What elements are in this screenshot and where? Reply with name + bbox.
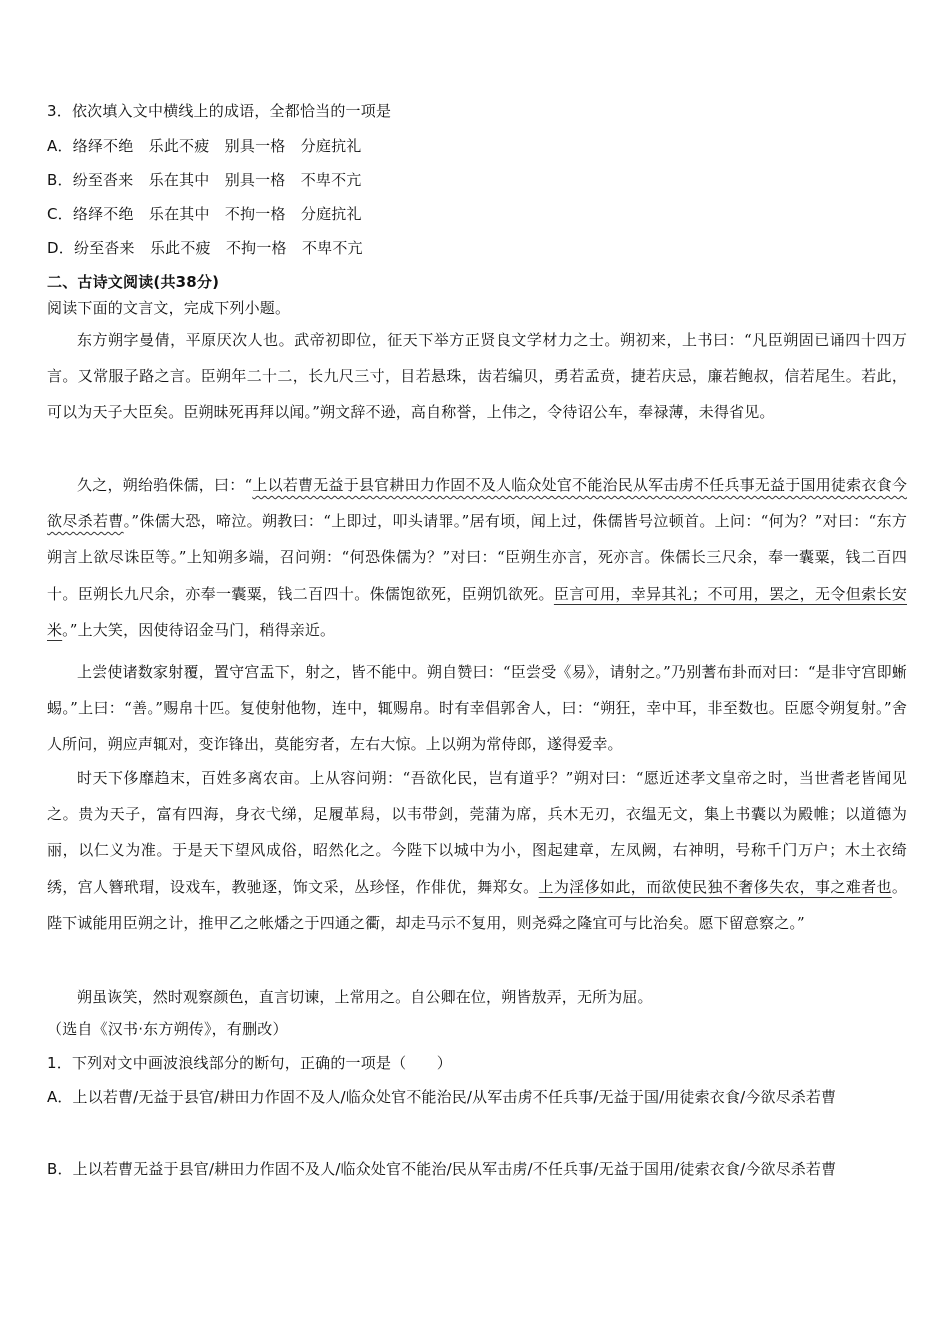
underlined-sentence: 臣言可用，幸异其礼；不可用，罢之，无令但索长安米	[47, 584, 907, 639]
passage-paragraph-3: 上尝使诸数家射覆，置守宫盂下，射之，皆不能中。朔自赞曰：“臣尝受《易》，请射之。”乃别蓍布卦而对曰：“是非守宫即蜥蜴。”上曰：“善。”赐帛十匹。复使射他物，连中，辄赐帛。时有幸倡郭舍人，曰：“朔狂，幸中耳，非至数也。臣愿令朔复射。”舍人所问，朔应声辄对，变诈锋出，莫能穷者，左右大惊。上以朔为常侍郎，遂得爱幸。	[47, 663, 907, 754]
passage-text: 。陛下诚能用臣朔之计，推甲乙之帐燔之于四通之衢，却走马示不复用，则尧舜之隆宜可与比治矣。愿下留意察之。”	[47, 877, 907, 932]
question-1-option-b: B．上以若曹无益于县官/耕田力作固不及人/临众处官不能治/民从军击虏/不任兵事/无益于国用/徒索衣食/今欲尽杀若曹	[47, 1160, 837, 1178]
passage-text: 。”上大笑，因使待诏金马门，稍得亲近。	[62, 620, 336, 639]
question-3-option-d: D．纷至沓来 乐此不疲 不拘一格 不卑不亢	[47, 239, 363, 257]
passage-text: 时天下侈靡趋末，百姓多离农亩。上从容问朔：“吾欲化民，岂有道乎？”朔对曰：“愿近述孝文皇帝之时，当世耆老皆闻见之。贵为天子，富有四海，身衣弋绨，足履革舄，以韦带剑，莞蒲为席，兵木无刃，衣缊无文，集上书囊以为殿帷；以道德为丽，以仁义为准。于是天下望风成俗，昭然化之。今陛下以城中为小，图起建章，左凤阙，右神明，号称千门万户；木土衣绮绣，宫人簪玳瑁，设戏车，教驰逐，饰文采，丛珍怪，作俳优，舞郑女。	[47, 769, 907, 896]
question-1-option-a: A．上以若曹/无益于县官/耕田力作固不及人/临众处官不能治民/从军击虏不任兵事/无益于国/用徒索衣食/今欲尽杀若曹	[47, 1088, 837, 1106]
passage-text: 久之，朔绐驺侏儒，曰：“	[77, 476, 253, 494]
passage-text: 。”侏儒大恐，啼泣。朔教曰：“上即过，叩头请罪。”居有顷，闻上过，侏儒皆号泣顿首。上问：“何为？”对曰：“东方朔言上欲尽诛臣等。”上知朔多端，召问朔：“何恐侏儒为？”对曰：“臣朔生亦言，死亦言。侏儒长三尺余，奉一囊粟，钱二百四十。臣朔长九尺余，亦奉一囊粟，钱二百四十。侏儒饱欲死，臣朔饥欲死。	[47, 512, 907, 603]
section-instruction: 阅读下面的文言文，完成下列小题。	[47, 299, 291, 317]
section-heading: 二、古诗文阅读(共38分)	[47, 273, 220, 291]
question-3-option-c: C．络绎不绝 乐在其中 不拘一格 分庭抗礼	[47, 205, 362, 223]
passage-paragraph-4	[47, 760, 907, 941]
passage-paragraph-5: 朔虽诙笑，然时观察颜色，直言切谏，上常用之。自公卿在位，朔皆敖弄，无所为屈。	[77, 988, 653, 1006]
passage-paragraph-1: 东方朔字曼倩，平原厌次人也。武帝初即位，征天下举方正贤良文学材力之士。朔初来，上书曰：“凡臣朔固已诵四十四万言。又常服子路之言。臣朔年二十二，长九尺三寸，目若悬珠，齿若编贝，勇若孟贲，捷若庆忌，廉若鲍叔，信若尾生。若此，可以为天子大臣矣。臣朔昧死再拜以闻。”朔文辞不逊，高自称誉，上伟之，令待诏公车，奉禄薄，未得省见。	[47, 331, 907, 422]
question-1-stem: 1．下列对文中画波浪线部分的断句，正确的一项是（ ）	[47, 1054, 452, 1072]
question-3-option-b: B．纷至沓来 乐在其中 别具一格 不卑不亢	[47, 171, 362, 189]
wavy-underlined-text: 上以若曹无益于县官耕田力作固不及人临众处官不能治民从军击虏不任兵事无益于国用徒索衣食今欲尽杀若曹	[47, 476, 907, 531]
passage-paragraph-2	[47, 467, 907, 648]
question-3-option-a: A．络绎不绝 乐此不疲 别具一格 分庭抗礼	[47, 137, 362, 155]
question-3-stem: 3．依次填入文中横线上的成语，全都恰当的一项是	[47, 102, 392, 120]
underlined-sentence: 上为淫侈如此，而欲使民独不奢侈失农，事之难者也	[538, 877, 892, 896]
passage-source: （选自《汉书·东方朔传》，有删改）	[47, 1020, 288, 1038]
